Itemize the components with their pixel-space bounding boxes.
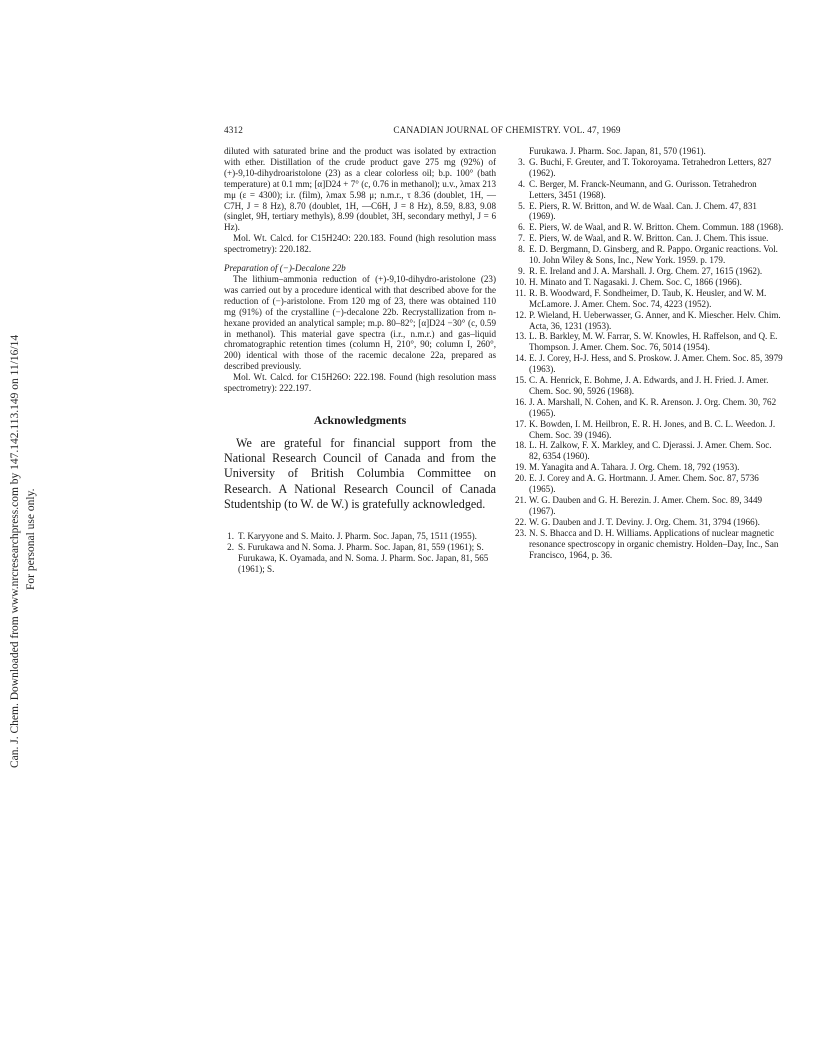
reference-number: 15. <box>515 375 527 386</box>
reference-text: L. H. Zalkow, F. X. Markley, and C. Djerassi. J. Amer. Chem. Soc. 82, 6354 (1960). <box>529 440 772 462</box>
reference-text: R. B. Woodward, F. Sondheimer, D. Taub, K. Heusler, and W. M. McLamore. J. Amer. Chem. Soc. 74, 4223 (1952). <box>529 287 767 309</box>
reference-item <box>515 397 785 419</box>
reference-item <box>515 244 785 266</box>
reference-text: H. Minato and T. Nagasaki. J. Chem. Soc. C, 1866 (1966). <box>529 276 742 287</box>
reference-text: M. Yanagita and A. Tahara. J. Org. Chem. 18, 792 (1953). <box>529 462 740 473</box>
reference-number: 2. <box>227 541 234 552</box>
reference-text: E. J. Corey, H-J. Hess, and S. Proskow. J. Amer. Chem. Soc. 85, 3979 (1963). <box>529 353 783 375</box>
reference-item <box>515 440 785 462</box>
reference-text: P. Wieland, H. Ueberwasser, G. Anner, and K. Miescher. Helv. Chim. Acta, 36, 1231 (1953). <box>529 309 781 331</box>
page-number: 4312 <box>224 125 243 135</box>
reference-number: 8. <box>518 244 525 255</box>
reference-text: Furukawa. J. Pharm. Soc. Japan, 81, 570 (1961). <box>529 146 706 156</box>
reference-number: 3. <box>518 156 525 167</box>
reference-item <box>515 353 785 375</box>
reference-text: R. E. Ireland and J. A. Marshall. J. Org. Chem. 27, 1615 (1962). <box>529 265 763 276</box>
mol-wt-paragraph-2: Mol. Wt. Calcd. for C15H26O: 222.198. Found (high resolution mass spectrometry): 222.197. <box>224 372 496 394</box>
reference-number: 16. <box>515 396 527 407</box>
reference-number: 12. <box>515 309 527 320</box>
reference-item <box>515 266 785 277</box>
reference-text: S. Furukawa and N. Soma. J. Pharm. Soc. Japan, 81, 559 (1961); S. Furukawa, K. Oyamada, and N. Soma. J. Pharm. Soc. Japan, 81, 565 (1961); S. <box>238 541 489 574</box>
reference-item <box>515 157 785 179</box>
reference-text: E. Piers, W. de Waal, and R. W. Britton. Chem. Commun. 188 (1968). <box>529 222 784 233</box>
preparation-subheading: Preparation of (−)-Decalone 22b <box>224 263 346 274</box>
reference-list-right-items <box>515 157 785 561</box>
reference-text: E. J. Corey and A. G. Hortmann. J. Amer. Chem. Soc. 87, 5736 (1965). <box>529 473 759 495</box>
reference-text: T. Karyyone and S. Maito. J. Pharm. Soc. Japan, 75, 1511 (1955). <box>238 530 477 541</box>
download-watermark-line2: For personal use only. <box>25 488 37 590</box>
reference-item <box>515 375 785 397</box>
reference-item <box>515 462 785 473</box>
reference-text: K. Bowden, I. M. Heilbron, E. R. H. Jones, and B. C. L. Weedon. J. Chem. Soc. 39 (1946). <box>529 418 776 440</box>
reference-text: E. Piers, W. de Waal, and R. W. Britton. Can. J. Chem. This issue. <box>529 233 769 244</box>
reference-number: 20. <box>515 473 527 484</box>
reference-text: W. G. Dauben and G. H. Berezin. J. Amer. Chem. Soc. 89, 3449 (1967). <box>529 495 763 516</box>
reference-number: 7. <box>518 233 525 244</box>
reference-text: E. Piers, R. W. Britton, and W. de Waal. Can. J. Chem. 47, 831 (1969). <box>529 200 757 222</box>
reference-text: N. S. Bhacca and D. H. Williams. Applications of nuclear magnetic resonance spectroscopy in organic chemistry. Holden–Day, Inc., San Francisco, 1964, p. 36. <box>529 527 779 560</box>
reference-text: G. Buchi, F. Greuter, and T. Tokoroyama. Tetrahedron Letters, 827 (1962). <box>529 156 772 178</box>
right-column <box>515 146 785 560</box>
reference-item <box>515 222 785 233</box>
reference-item <box>515 473 785 495</box>
reference-number: 19. <box>515 462 527 473</box>
reference-number: 9. <box>518 265 525 276</box>
reference-number: 11. <box>515 287 527 298</box>
reference-number: 6. <box>518 222 525 233</box>
reference-number: 21. <box>515 495 527 505</box>
reference-item <box>515 528 785 561</box>
reference-item <box>515 310 785 332</box>
reference-number: 10. <box>515 276 527 287</box>
reference-text: W. G. Dauben and J. T. Deviny. J. Org. Chem. 31, 3794 (1966). <box>529 516 760 527</box>
reference-text: E. D. Bergmann, D. Ginsberg, and R. Pappo. Organic reactions. Vol. 10. John Wiley & Sons, Inc., New York. 1959. p. 179. <box>529 244 778 266</box>
reference-item <box>515 331 785 353</box>
left-column <box>224 146 496 575</box>
reference-number: 4. <box>518 178 525 189</box>
reference-number: 1. <box>227 530 234 541</box>
reference-item <box>515 201 785 223</box>
reference-number: 14. <box>515 353 527 364</box>
download-watermark <box>4 250 42 770</box>
experimental-paragraph-2: The lithium–ammonia reduction of (+)-9,10-dihydro-aristolone (23) was carried out by a procedure identical with that described above for the reduction of (−)-aristolone. From 120 mg of 23, there was obtained 110 mg (91%) of the crystalline (−)-decalone 22b. Recrystallization from n-hexane provided an analytical sample; m.p. 80–82°; [α]D24 −30° (c, 0.59 in methanol). This material gave spectra (i.r., n.m.r.) and gas–liquid chromatographic retention times (column H, 210°, 90; column I, 260°, 200) identical with those of the racemic decalone 22a, prepared as described previously. <box>224 273 496 372</box>
download-watermark-line1: Can. J. Chem. Downloaded from www.nrcresearchpress.com by 147.142.113.149 on 11/16/14 <box>9 334 21 768</box>
reference-number: 17. <box>515 418 527 429</box>
running-title: CANADIAN JOURNAL OF CHEMISTRY. VOL. 47, 1969 <box>393 125 621 135</box>
reference-text: C. Berger, M. Franck-Neumann, and G. Ourisson. Tetrahedron Letters, 3451 (1968). <box>529 178 757 200</box>
reference-number: 18. <box>515 440 527 451</box>
experimental-paragraph-1: diluted with saturated brine and the product was isolated by extraction with ether. Distillation of the crude product gave 275 mg (92%) of (+)-9,10-dihydroaristolone (23) as a clear colorless oil; b.p. 100° (bath temperature) at 0.1 mm; [α]D24 + 7° (c, 0.76 in methanol); u.v., λmax 213 mμ (ε = 4300); i.r. (film), λmax 5.98 μ; n.m.r., τ 8.36 (doublet, 1H, —C7H, J = 8 Hz), 8.70 (doublet, 1H, —C6H, J = 8 Hz), 8.59, 8.83, 9.08 (singlet, 9H, tertiary methyls), 8.99 (doublet, 3H, secondary methyl, J = 6 Hz). <box>224 146 496 233</box>
reference-number: 23. <box>515 527 527 538</box>
download-watermark-svg <box>4 250 42 770</box>
reference-item <box>224 542 496 575</box>
reference-item <box>515 288 785 310</box>
reference-list-right <box>515 146 785 157</box>
reference-item <box>515 233 785 244</box>
reference-item <box>515 495 785 517</box>
mol-wt-paragraph-1: Mol. Wt. Calcd. for C15H24O: 220.183. Found (high resolution mass spectrometry): 220.182. <box>224 233 496 255</box>
reference-continuation <box>515 146 785 157</box>
acknowledgments-heading: Acknowledgments <box>313 412 407 427</box>
reference-item <box>515 277 785 288</box>
reference-item <box>224 531 496 542</box>
reference-text: C. A. Henrick, E. Bohme, J. A. Edwards, and J. H. Fried. J. Amer. Chem. Soc. 90, 5926 (1968). <box>529 375 769 396</box>
reference-item <box>515 419 785 441</box>
reference-number: 22. <box>515 516 527 527</box>
reference-text: L. B. Barkley, M. W. Farrar, S. W. Knowles, H. Raffelson, and Q. E. Thompson. J. Amer. Chem. Soc. 76, 5014 (1954). <box>529 331 778 353</box>
reference-item <box>515 517 785 528</box>
reference-item <box>515 179 785 201</box>
reference-list-left <box>224 531 496 575</box>
acknowledgments-body: We are grateful for financial support from the National Research Council of Canada and from the University of British Columbia Committee on Research. A National Research Council of Canada Studentship (to W. de W.) is gratefully acknowledged. <box>224 435 496 511</box>
reference-number: 5. <box>518 200 525 211</box>
reference-text: J. A. Marshall, N. Cohen, and K. R. Arenson. J. Org. Chem. 30, 762 (1965). <box>529 396 777 418</box>
reference-number: 13. <box>515 331 527 342</box>
